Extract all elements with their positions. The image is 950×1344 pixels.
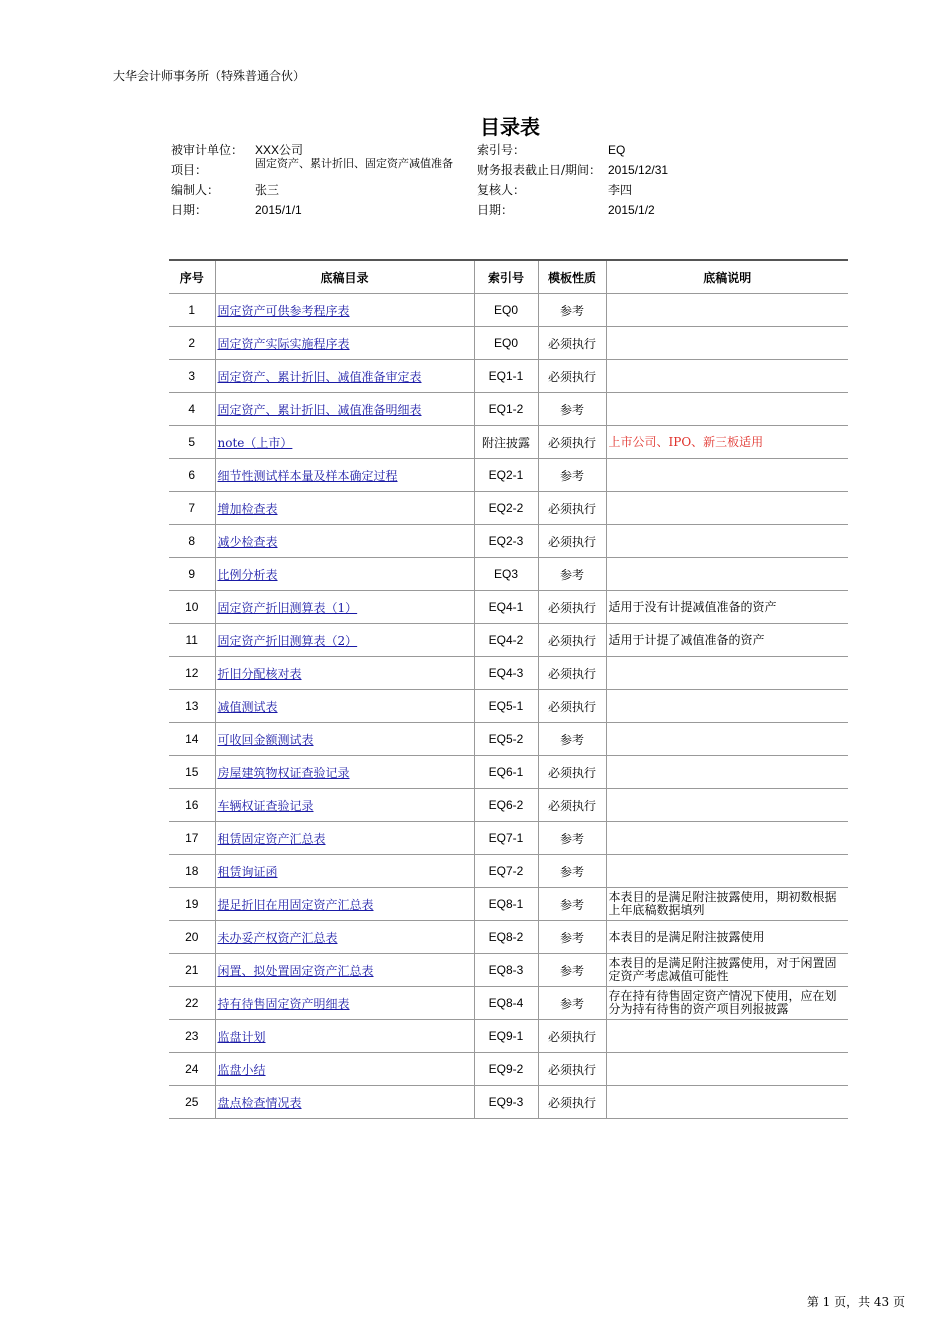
period-value: 2015/12/31 — [608, 163, 669, 177]
row-number: 4 — [169, 393, 215, 426]
workpaper-link[interactable]: 监盘小结 — [217, 1062, 266, 1077]
row-name-cell — [215, 723, 474, 756]
date2-label: 日期： — [477, 203, 514, 217]
row-index: EQ4-1 — [474, 591, 538, 624]
row-nature: 参考 — [538, 921, 606, 954]
workpaper-link[interactable]: 未办妥产权资产汇总表 — [217, 930, 338, 945]
table-row — [169, 822, 848, 855]
date-value: 2015/1/1 — [255, 203, 302, 217]
row-name-cell — [215, 360, 474, 393]
row-note — [606, 1053, 848, 1086]
row-nature: 必须执行 — [538, 657, 606, 690]
row-index: EQ1-1 — [474, 360, 538, 393]
workpaper-link[interactable]: 减值测试表 — [217, 699, 278, 714]
preparer-value: 张三 — [255, 183, 280, 197]
row-note — [606, 525, 848, 558]
table-row — [169, 1020, 848, 1053]
row-index: EQ8-3 — [474, 954, 538, 987]
table-row — [169, 624, 848, 657]
row-number: 22 — [169, 987, 215, 1020]
index-label: 索引号： — [477, 143, 526, 157]
row-number: 16 — [169, 789, 215, 822]
header-name: 底稿目录 — [215, 260, 474, 294]
date2-value: 2015/1/2 — [608, 203, 655, 217]
row-name-cell — [215, 855, 474, 888]
row-note — [606, 1020, 848, 1053]
table-row — [169, 426, 848, 459]
table-row — [169, 954, 848, 987]
row-number: 19 — [169, 888, 215, 921]
row-note — [606, 690, 848, 723]
row-note — [606, 327, 848, 360]
table-header-row — [169, 260, 848, 294]
table-row — [169, 789, 848, 822]
table-row — [169, 393, 848, 426]
workpaper-link[interactable]: 固定资产折旧测算表（2） — [217, 633, 358, 648]
row-name-cell — [215, 987, 474, 1020]
row-note — [606, 789, 848, 822]
row-number: 12 — [169, 657, 215, 690]
row-note — [606, 657, 848, 690]
row-index: EQ8-2 — [474, 921, 538, 954]
header-no: 序号 — [169, 260, 215, 294]
table-row — [169, 723, 848, 756]
workpaper-link[interactable]: 折旧分配核对表 — [217, 666, 302, 681]
row-number: 13 — [169, 690, 215, 723]
row-index: EQ4-3 — [474, 657, 538, 690]
row-note: 本表目的是满足附注披露使用，对于闲置固定资产考虑减值可能性 — [606, 954, 848, 987]
row-name-cell — [215, 426, 474, 459]
row-index: EQ8-1 — [474, 888, 538, 921]
catalog-table — [169, 259, 848, 1119]
row-number: 6 — [169, 459, 215, 492]
row-name-cell — [215, 690, 474, 723]
table-row — [169, 459, 848, 492]
row-name-cell — [215, 1053, 474, 1086]
workpaper-link[interactable]: 固定资产实际实施程序表 — [217, 336, 350, 351]
row-name-cell — [215, 822, 474, 855]
row-name-cell — [215, 657, 474, 690]
row-number: 5 — [169, 426, 215, 459]
row-name-cell — [215, 1086, 474, 1119]
row-number: 7 — [169, 492, 215, 525]
row-note — [606, 822, 848, 855]
row-note — [606, 723, 848, 756]
row-nature: 参考 — [538, 393, 606, 426]
row-note: 适用于计提了减值准备的资产 — [606, 624, 848, 657]
workpaper-link[interactable]: 租赁询证函 — [217, 864, 278, 879]
row-nature: 必须执行 — [538, 492, 606, 525]
workpaper-link[interactable]: 细节性测试样本量及样本确定过程 — [217, 468, 398, 483]
row-number: 18 — [169, 855, 215, 888]
row-index: EQ8-4 — [474, 987, 538, 1020]
row-nature: 必须执行 — [538, 525, 606, 558]
row-note — [606, 393, 848, 426]
row-nature: 参考 — [538, 723, 606, 756]
row-name-cell — [215, 492, 474, 525]
table-row — [169, 888, 848, 921]
row-note: 上市公司、IPO、新三板适用 — [606, 426, 848, 459]
row-note: 存在持有待售固定资产情况下使用，应在划分为持有待售的资产项目列报披露 — [606, 987, 848, 1020]
row-index: EQ2-1 — [474, 459, 538, 492]
row-nature: 必须执行 — [538, 756, 606, 789]
row-nature: 参考 — [538, 987, 606, 1020]
workpaper-link[interactable]: 监盘计划 — [217, 1029, 266, 1044]
row-nature: 必须执行 — [538, 1020, 606, 1053]
row-name-cell — [215, 327, 474, 360]
row-name-cell — [215, 393, 474, 426]
workpaper-link[interactable]: 提足折旧在用固定资产汇总表 — [217, 897, 374, 912]
row-nature: 必须执行 — [538, 1086, 606, 1119]
row-number: 24 — [169, 1053, 215, 1086]
client-label: 被审计单位： — [171, 143, 244, 157]
row-index: EQ0 — [474, 327, 538, 360]
workpaper-link[interactable]: 盘点检查情况表 — [217, 1095, 302, 1110]
table-row — [169, 360, 848, 393]
row-nature: 参考 — [538, 822, 606, 855]
page-title: 目录表 — [480, 115, 540, 139]
row-number: 3 — [169, 360, 215, 393]
row-number: 15 — [169, 756, 215, 789]
row-index: 附注披露 — [474, 426, 538, 459]
workpaper-link[interactable]: 固定资产、累计折旧、减值准备审定表 — [217, 369, 422, 384]
workpaper-link[interactable]: 可收回金额测试表 — [217, 732, 314, 747]
table-row — [169, 1086, 848, 1119]
row-index: EQ0 — [474, 294, 538, 327]
row-note — [606, 855, 848, 888]
row-name-cell — [215, 1020, 474, 1053]
row-number: 10 — [169, 591, 215, 624]
table-row — [169, 1053, 848, 1086]
row-index: EQ7-1 — [474, 822, 538, 855]
row-note — [606, 558, 848, 591]
row-number: 21 — [169, 954, 215, 987]
workpaper-link[interactable]: 固定资产折旧测算表（1） — [217, 600, 358, 615]
row-index: EQ3 — [474, 558, 538, 591]
table-row — [169, 591, 848, 624]
workpaper-link[interactable]: 租赁固定资产汇总表 — [217, 831, 326, 846]
table-row — [169, 657, 848, 690]
row-note: 适用于没有计提减值准备的资产 — [606, 591, 848, 624]
table-row — [169, 921, 848, 954]
row-name-cell — [215, 789, 474, 822]
workpaper-link[interactable]: 持有待售固定资产明细表 — [217, 996, 350, 1011]
workpaper-link[interactable]: 增加检查表 — [217, 501, 278, 516]
workpaper-link[interactable]: 车辆权证查验记录 — [217, 798, 314, 813]
row-note — [606, 492, 848, 525]
row-nature: 参考 — [538, 294, 606, 327]
row-index: EQ7-2 — [474, 855, 538, 888]
row-note — [606, 294, 848, 327]
table-row — [169, 492, 848, 525]
period-label: 财务报表截止日/期间： — [477, 163, 602, 177]
row-name-cell — [215, 459, 474, 492]
table-row — [169, 558, 848, 591]
table-row — [169, 525, 848, 558]
table-row — [169, 690, 848, 723]
row-note: 本表目的是满足附注披露使用 — [606, 921, 848, 954]
workpaper-link[interactable]: 闲置、拟处置固定资产汇总表 — [217, 963, 374, 978]
row-name-cell — [215, 558, 474, 591]
row-number: 14 — [169, 723, 215, 756]
header-index: 索引号 — [474, 260, 538, 294]
row-number: 23 — [169, 1020, 215, 1053]
row-number: 17 — [169, 822, 215, 855]
reviewer-label: 复核人： — [477, 183, 526, 197]
table-row — [169, 987, 848, 1020]
row-name-cell — [215, 591, 474, 624]
row-index: EQ9-1 — [474, 1020, 538, 1053]
workpaper-link[interactable]: 固定资产可供参考程序表 — [217, 303, 350, 318]
row-note — [606, 756, 848, 789]
row-nature: 参考 — [538, 888, 606, 921]
row-index: EQ1-2 — [474, 393, 538, 426]
table-row — [169, 756, 848, 789]
row-note — [606, 360, 848, 393]
row-nature: 必须执行 — [538, 624, 606, 657]
row-name-cell — [215, 888, 474, 921]
row-nature: 参考 — [538, 855, 606, 888]
row-name-cell — [215, 525, 474, 558]
row-name-cell — [215, 624, 474, 657]
row-number: 11 — [169, 624, 215, 657]
row-nature: 必须执行 — [538, 360, 606, 393]
row-name-cell — [215, 756, 474, 789]
page-footer: 第 1 页，共 43 页 — [806, 1295, 905, 1309]
workpaper-link[interactable]: 固定资产、累计折旧、减值准备明细表 — [217, 402, 422, 417]
row-index: EQ2-3 — [474, 525, 538, 558]
row-index: EQ9-2 — [474, 1053, 538, 1086]
index-value: EQ — [608, 143, 626, 157]
reviewer-value: 李四 — [608, 183, 633, 197]
table-row — [169, 855, 848, 888]
row-index: EQ5-1 — [474, 690, 538, 723]
row-note — [606, 1086, 848, 1119]
date-label: 日期： — [171, 203, 208, 217]
row-nature: 必须执行 — [538, 327, 606, 360]
row-index: EQ6-1 — [474, 756, 538, 789]
workpaper-link[interactable]: 比例分析表 — [217, 567, 278, 582]
row-index: EQ2-2 — [474, 492, 538, 525]
header-nature: 模板性质 — [538, 260, 606, 294]
project-value: 固定资产、累计折旧、固定资产减值准备 — [255, 157, 453, 170]
row-number: 8 — [169, 525, 215, 558]
table-row — [169, 294, 848, 327]
row-number: 2 — [169, 327, 215, 360]
row-nature: 必须执行 — [538, 591, 606, 624]
row-number: 9 — [169, 558, 215, 591]
project-label: 项目： — [171, 163, 208, 177]
workpaper-link[interactable]: 房屋建筑物权证查验记录 — [217, 765, 350, 780]
header-note: 底稿说明 — [606, 260, 848, 294]
row-nature: 必须执行 — [538, 426, 606, 459]
row-name-cell — [215, 294, 474, 327]
client-value: XXX公司 — [255, 143, 304, 157]
preparer-label: 编制人： — [171, 183, 220, 197]
row-nature: 参考 — [538, 459, 606, 492]
row-index: EQ4-2 — [474, 624, 538, 657]
row-index: EQ6-2 — [474, 789, 538, 822]
row-note — [606, 459, 848, 492]
row-nature: 参考 — [538, 558, 606, 591]
firm-name: 大华会计师事务所（特殊普通合伙） — [113, 69, 306, 83]
row-nature: 必须执行 — [538, 690, 606, 723]
table-row — [169, 327, 848, 360]
row-note: 本表目的是满足附注披露使用，期初数根据上年底稿数据填列 — [606, 888, 848, 921]
row-index: EQ5-2 — [474, 723, 538, 756]
row-index: EQ9-3 — [474, 1086, 538, 1119]
workpaper-link[interactable]: note（上市） — [217, 435, 293, 450]
workpaper-link[interactable]: 减少检查表 — [217, 534, 278, 549]
row-nature: 参考 — [538, 954, 606, 987]
row-number: 1 — [169, 294, 215, 327]
row-name-cell — [215, 921, 474, 954]
row-name-cell — [215, 954, 474, 987]
row-nature: 必须执行 — [538, 1053, 606, 1086]
row-number: 20 — [169, 921, 215, 954]
row-number: 25 — [169, 1086, 215, 1119]
row-nature: 必须执行 — [538, 789, 606, 822]
